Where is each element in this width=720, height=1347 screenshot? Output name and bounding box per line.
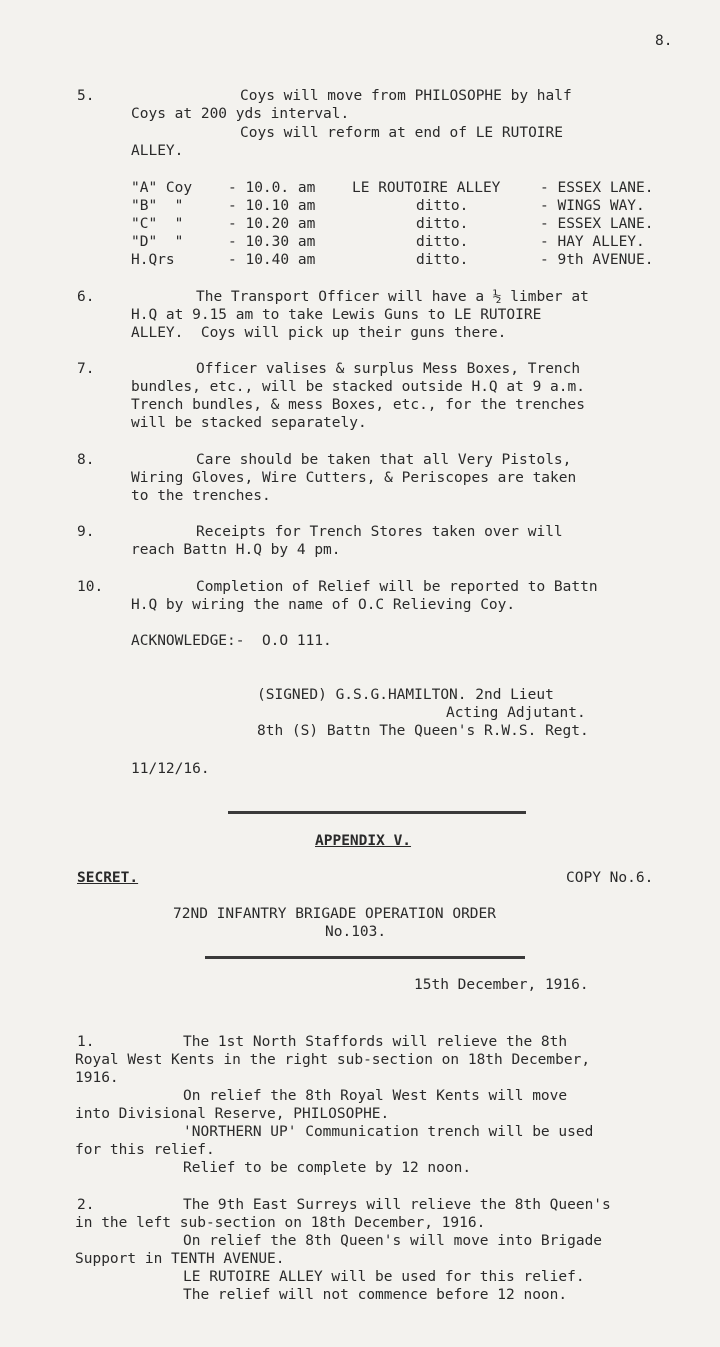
appendix-heading: APPENDIX V.	[315, 833, 412, 849]
table-cell-to: - WINGS WAY.	[540, 198, 645, 214]
para-7-line-3: Trench bundles, & mess Boxes, etc., for the trenches	[131, 397, 585, 413]
para-8-line-1: Care should be taken that all Very Pistols,	[196, 452, 572, 468]
order-para-1-line-8: Relief to be complete by 12 noon.	[183, 1160, 472, 1176]
order-para-1-line-3: 1916.	[75, 1070, 119, 1086]
table-cell-from: LE ROUTOIRE ALLEY	[352, 180, 501, 196]
order-number: No.103.	[325, 924, 387, 940]
table-cell-unit: "C" "	[131, 216, 184, 232]
order-para-1-line-6: 'NORTHERN UP' Communication trench will be used	[183, 1124, 594, 1140]
table-cell-to: - ESSEX LANE.	[540, 216, 654, 232]
order-para-2-line-5: LE RUTOIRE ALLEY will be used for this relief.	[183, 1269, 585, 1285]
page-number: 8.	[655, 33, 673, 49]
para-8-number: 8.	[77, 452, 95, 468]
order-para-2-line-6: The relief will not commence before 12 noon.	[183, 1287, 568, 1303]
order-para-1-number: 1.	[77, 1034, 95, 1050]
order-para-2-line-4: Support in TENTH AVENUE.	[75, 1251, 285, 1267]
table-cell-unit: H.Qrs	[131, 252, 175, 268]
para-7-line-1: Officer valises & surplus Mess Boxes, Trench	[196, 361, 581, 377]
table-cell-from: ditto.	[416, 252, 469, 268]
para-7-line-2: bundles, etc., will be stacked outside H.Q at 9 a.m.	[131, 379, 585, 395]
copy-number: COPY No.6.	[566, 870, 654, 886]
table-cell-time: - 10.40 am	[228, 252, 316, 268]
para-5-line-4: ALLEY.	[131, 143, 184, 159]
secret-label: SECRET.	[77, 870, 139, 886]
para-9-line-1: Receipts for Trench Stores taken over will	[196, 524, 563, 540]
table-cell-to: - ESSEX LANE.	[540, 180, 654, 196]
table-cell-from: ditto.	[416, 216, 469, 232]
divider-rule	[228, 811, 526, 814]
table-cell-to: - HAY ALLEY.	[540, 234, 645, 250]
table-cell-unit: "D" "	[131, 234, 184, 250]
table-cell-unit: "B" "	[131, 198, 184, 214]
para-5-number: 5.	[77, 88, 95, 104]
order-para-2-line-3: On relief the 8th Queen's will move into Brigade	[183, 1233, 603, 1249]
para-6-number: 6.	[77, 289, 95, 305]
para-8-line-2: Wiring Gloves, Wire Cutters, & Periscopes are taken	[131, 470, 577, 486]
para-5-line-2: Coys at 200 yds interval.	[131, 106, 350, 122]
table-cell-time: - 10.30 am	[228, 234, 316, 250]
para-8-line-3: to the trenches.	[131, 488, 271, 504]
acknowledge-line: ACKNOWLEDGE:- O.O 111.	[131, 633, 332, 649]
para-6-line-2: H.Q at 9.15 am to take Lewis Guns to LE RUTOIRE	[131, 307, 542, 323]
order-para-1-line-1: The 1st North Staffords will relieve the 8th	[183, 1034, 568, 1050]
order-para-1-line-2: Royal West Kents in the right sub-section on 18th December,	[75, 1052, 591, 1068]
order-date-short: 11/12/16.	[131, 761, 210, 777]
para-7-line-4: will be stacked separately.	[131, 415, 367, 431]
para-9-line-2: reach Battn H.Q by 4 pm.	[131, 542, 341, 558]
table-cell-time: - 10.0. am	[228, 180, 316, 196]
order-para-1-line-5: into Divisional Reserve, PHILOSOPHE.	[75, 1106, 390, 1122]
table-cell-time: - 10.10 am	[228, 198, 316, 214]
order-para-1-line-7: for this relief.	[75, 1142, 215, 1158]
table-cell-from: ditto.	[416, 198, 469, 214]
divider-rule	[205, 956, 525, 959]
para-5-line-1: Coys will move from PHILOSOPHE by half	[240, 88, 572, 104]
table-cell-to: - 9th AVENUE.	[540, 252, 654, 268]
order-title: 72ND INFANTRY BRIGADE OPERATION ORDER	[173, 906, 497, 922]
order-para-2-line-2: in the left sub-section on 18th December, 1916.	[75, 1215, 486, 1231]
order-para-1-line-4: On relief the 8th Royal West Kents will move	[183, 1088, 568, 1104]
signature-line-2: Acting Adjutant.	[446, 705, 586, 721]
para-7-number: 7.	[77, 361, 95, 377]
para-10-line-2: H.Q by wiring the name of O.C Relieving Coy.	[131, 597, 516, 613]
para-6-line-1: The Transport Officer will have a ½ limber at	[196, 289, 589, 305]
table-cell-time: - 10.20 am	[228, 216, 316, 232]
para-9-number: 9.	[77, 524, 95, 540]
signature-line-3: 8th (S) Battn The Queen's R.W.S. Regt.	[257, 723, 589, 739]
signature-line-1: (SIGNED) G.S.G.HAMILTON. 2nd Lieut	[257, 687, 554, 703]
table-cell-unit: "A" Coy	[131, 180, 193, 196]
para-5-line-3: Coys will reform at end of LE RUTOIRE	[240, 125, 564, 141]
table-cell-from: ditto.	[416, 234, 469, 250]
order-para-2-number: 2.	[77, 1197, 95, 1213]
order-date: 15th December, 1916.	[414, 977, 589, 993]
para-6-line-3: ALLEY. Coys will pick up their guns there.	[131, 325, 507, 341]
order-para-2-line-1: The 9th East Surreys will relieve the 8th Queen's	[183, 1197, 611, 1213]
para-10-line-1: Completion of Relief will be reported to Battn	[196, 579, 598, 595]
para-10-number: 10.	[77, 579, 104, 595]
